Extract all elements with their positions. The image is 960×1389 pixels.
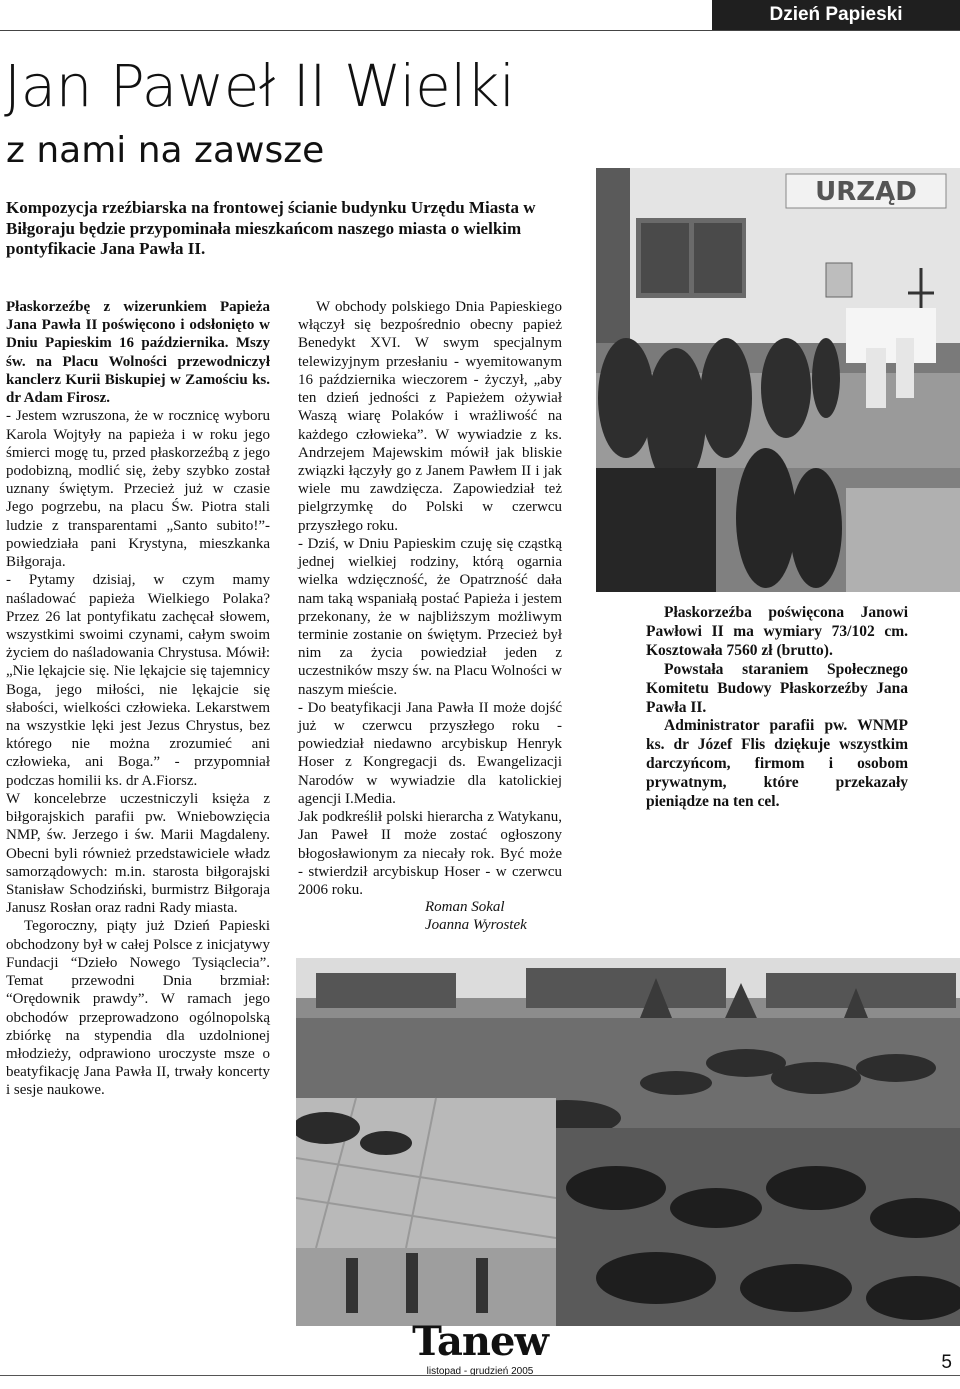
section-tag: Dzień Papieski bbox=[712, 0, 960, 30]
building-sign: URZĄD bbox=[815, 177, 917, 207]
caption-paragraph: Administrator parafii pw. WNMP ks. dr Józef Flis dziękuje wszystkim darczyńcom, firmom i osobom prywatnym, które przekazały pieniądze na ten cel. bbox=[646, 717, 908, 811]
article-subtitle: z nami na zawsze bbox=[6, 130, 325, 171]
paragraph: - Pytamy dzisiaj, w czym mamy naśladować papieża Wielkiego Polaka? Przez 26 lat pontyfikatu zachęcał słowem, wszystkimi swoimi czynami, całym swoim życiem do naśladowania Chrystusa. Mówił: „Nie lękajcie się. Nie lękajcie się tajemnicy Boga, jego miłości, nie lękajcie się słabości, wielkości człowieka. Lekarstwem na wszystkie lęki jest Jezus Chrystus, bez którego nie można zrozumieć ani człowieka, ani Boga.” - przypomniał podczas homilii ks. dr A.Fiorsz. bbox=[6, 572, 270, 789]
masthead-logo: Tanew bbox=[412, 1318, 548, 1365]
photo-city-hall-ceremony bbox=[596, 168, 960, 592]
author-name: Roman Sokal bbox=[425, 899, 505, 915]
footer-rule bbox=[0, 1375, 960, 1376]
paragraph: Jak podkreślił polski hierarcha z Watykanu, Jan Paweł II może zostać ogłoszony błogosławionym za niecały rok. Być może - stwierdził arcybiskup Hoser - w czerwcu 2006 roku. bbox=[298, 809, 562, 898]
byline bbox=[425, 898, 575, 935]
photo-crowd-square bbox=[296, 958, 960, 1326]
issue-date: listopad - grudzień 2005 bbox=[426, 1366, 534, 1377]
article-column-2 bbox=[298, 298, 562, 899]
masthead bbox=[410, 1318, 550, 1377]
caption-paragraph: Płaskorzeźba poświęcona Janowi Pawłowi II ma wymiary 73/102 cm. Kosztowała 7560 zł (brutto). bbox=[646, 604, 908, 659]
article-lead: Kompozycja rzeźbiarska na frontowej ścianie budynku Urzędu Miasta w Biłgoraju będzie przypominała mieszkańcom naszego miasta o wielkim pontyfikacie Jana Pawła II. bbox=[6, 198, 536, 259]
paragraph: Tegoroczny, piąty już Dzień Papieski obchodzony był w całej Polsce z inicjatywy Fundacji “Dzieło Nowego Tysiąclecia”. Temat przewodni Dnia brzmiał: “Orędownik prawdy”. W ramach jego obchodów przeprowadzono ogólnopolską zbiórkę na stypendia dla uzdolnionej młodzieży, odprawiono uroczyste msze o beatyfikację Jana Pawła II, trwały koncerty i sesje naukowe. bbox=[6, 918, 270, 1099]
article-title: Jan Paweł II Wielki bbox=[4, 52, 515, 120]
paragraph: - Dziś, w Dniu Papieskim czuję się cząstką jednej wielkiej rodziny, którą ogarnia wielka wdzięczność, że Opatrzność dała nam taką wspaniałą postać Papieża i jestem przekonany, że w najbliższym możliwym terminie zostanie on świętym. Przecież był nim za życia powiedział jeden z uczestników mszy św. na Placu Wolności w naszym mieście. bbox=[298, 535, 562, 698]
paragraph: W koncelebrze uczestniczyli księża z biłgorajskich parafii pw. Wniebowzięcia NMP, św. Jerzego i św. Marii Magdaleny. Obecni byli również przedstawiciele władz samorządowych: m.in. starosta biłgorajski Stanisław Schodziński, burmistrz Biłgoraja Janusz Rosłan oraz radni Rady miasta. bbox=[6, 790, 270, 917]
paragraph: - Do beatyfikacji Jana Pawła II może dojść już w czerwcu przyszłego roku - powiedział niedawno arcybiskup Henryk Hoser z Kongregacji ds. Ewangelizacji Narodów w wywiadzie dla katolickiej agencji I.Media. bbox=[298, 699, 562, 807]
header-rule bbox=[0, 30, 960, 31]
paragraph: - Jestem wzruszona, że w rocznicę wyboru Karola Wojtyły na papieża i w roku jego śmierci mogę tu, przed płaskorzeźbą z jego podobizną, modlić się, żeby szybko został uznany świętym. Przecież już w czasie Jego pogrzebu, na placu Św. Piotra stali ludzie z transparentami „Santo subito!”- powiedziała pani Krystyna, mieszkanka Biłgoraja. bbox=[6, 408, 270, 571]
author-name: Joanna Wyrostek bbox=[425, 917, 527, 934]
paragraph: Płaskorzeźbę z wizerunkiem Papieża Jana Pawła II poświęcono i odsłonięto w Dniu Papieskim 16 października. Mszy św. na Placu Wolności przewodniczył kanclerz Kurii Biskupiej w Zamościu ks. dr Adam Firosz. bbox=[6, 299, 270, 407]
caption-box bbox=[646, 604, 908, 812]
article-column-1 bbox=[6, 298, 270, 1100]
page-number: 5 bbox=[941, 1352, 952, 1373]
caption-paragraph: Powstała staraniem Społecznego Komitetu Budowy Płaskorzeźby Jana Pawła II. bbox=[646, 660, 908, 716]
paragraph: W obchody polskiego Dnia Papieskiego włączył się bezpośrednio obecny papież Benedykt XVI. W swym specjalnym telewizyjnym przesłaniu - wyemitowanym 16 października wieczorem - życzył, „aby ten dzień jedności z Papieżem ożywiał Waszą wiarę Polaków i wrażliwość na każdego człowieka”. W wywiadzie z ks. Andrzejem Majewskim mówił jak bliskie związki łączyły go z Janem Pawłem II i jak wiele mu zawdzięcza. Zapowiedział też pielgrzymkę do Polski w czerwcu przyszłego roku. bbox=[298, 299, 562, 534]
